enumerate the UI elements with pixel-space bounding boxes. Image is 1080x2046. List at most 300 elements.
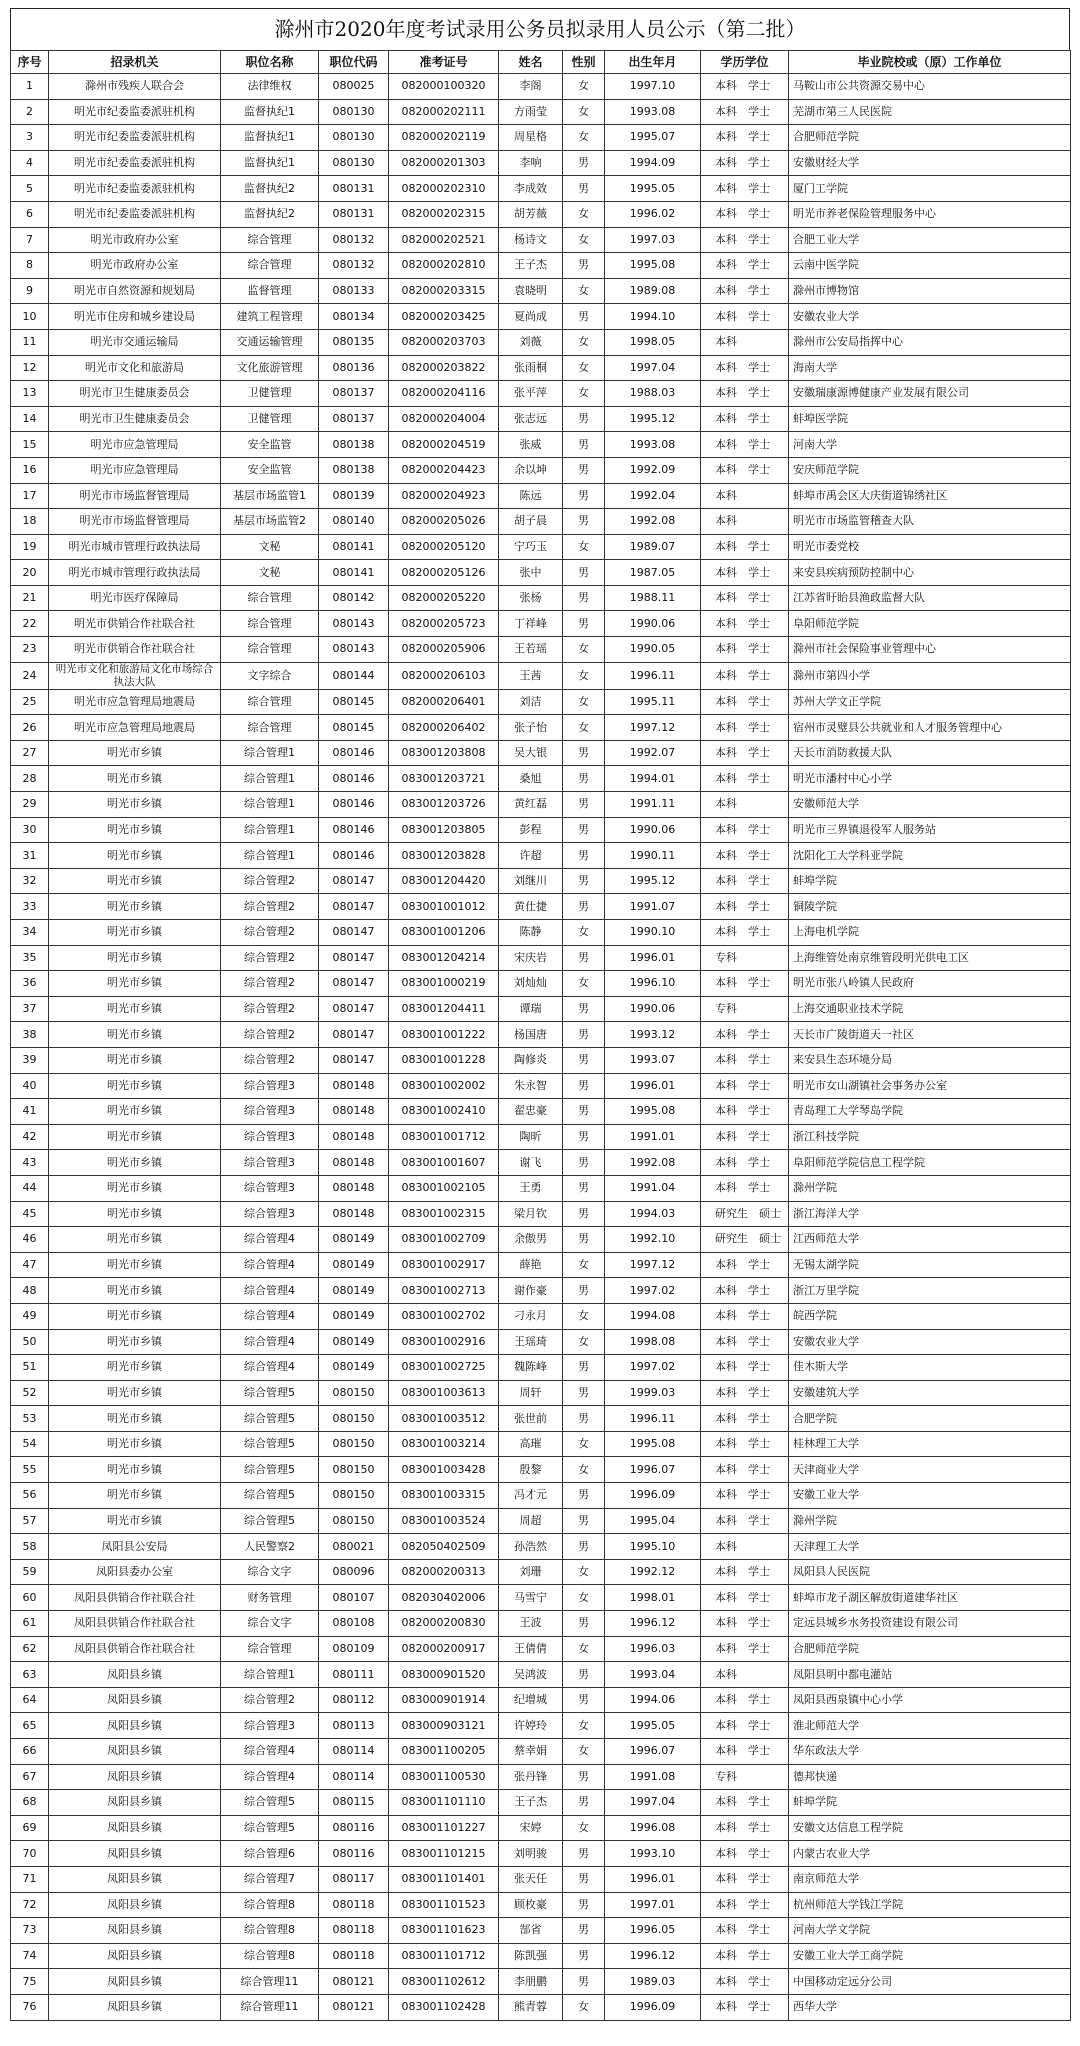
cell-position-code: 080025	[319, 74, 389, 100]
cell-gender: 男	[563, 792, 605, 818]
cell-birth: 1997.03	[605, 227, 701, 253]
cell-index: 19	[11, 534, 49, 560]
cell-gender: 男	[563, 894, 605, 920]
cell-exam-id: 082000202119	[389, 125, 499, 151]
cell-school-employer: 滁州学院	[789, 1508, 1071, 1534]
cell-agency: 明光市供销合作社联合社	[49, 637, 221, 663]
cell-gender: 男	[563, 1124, 605, 1150]
table-row	[11, 99, 1071, 125]
cell-name: 张志远	[499, 406, 563, 432]
cell-education: 本科 学士	[701, 1252, 789, 1278]
cell-name: 宁巧玉	[499, 534, 563, 560]
cell-education: 本科 学士	[701, 1022, 789, 1048]
cell-exam-id: 083001002917	[389, 1252, 499, 1278]
cell-exam-id: 083001101227	[389, 1815, 499, 1841]
cell-birth: 1995.05	[605, 176, 701, 202]
cell-name: 陈远	[499, 483, 563, 509]
cell-agency: 明光市文化和旅游局文化市场综合执法大队	[49, 662, 221, 689]
cell-agency: 凤阳县乡镇	[49, 1739, 221, 1765]
cell-birth: 1994.10	[605, 304, 701, 330]
cell-position: 综合管理	[221, 637, 319, 663]
cell-agency: 明光市应急管理局地震局	[49, 689, 221, 715]
cell-birth: 1997.12	[605, 1252, 701, 1278]
cell-education: 本科 学士	[701, 766, 789, 792]
cell-index: 65	[11, 1713, 49, 1739]
cell-school-employer: 安徽农业大学	[789, 1329, 1071, 1355]
cell-position-code: 080132	[319, 227, 389, 253]
cell-education: 本科 学士	[701, 1278, 789, 1304]
cell-birth: 1989.08	[605, 278, 701, 304]
cell-exam-id: 083001203805	[389, 817, 499, 843]
cell-name: 袁晓明	[499, 278, 563, 304]
cell-index: 36	[11, 971, 49, 997]
cell-name: 王波	[499, 1611, 563, 1637]
cell-exam-id: 083001101523	[389, 1892, 499, 1918]
cell-index: 48	[11, 1278, 49, 1304]
cell-school-employer: 滁州市公安局指挥中心	[789, 329, 1071, 355]
cell-name: 丁祥峰	[499, 611, 563, 637]
cell-education: 本科 学士	[701, 1918, 789, 1944]
cell-index: 2	[11, 99, 49, 125]
cell-index: 15	[11, 432, 49, 458]
cell-school-employer: 凤阳县明中都电灌站	[789, 1662, 1071, 1688]
cell-education: 本科 学士	[701, 1815, 789, 1841]
cell-birth: 1996.01	[605, 1866, 701, 1892]
cell-position-code: 080138	[319, 432, 389, 458]
cell-name: 王子杰	[499, 253, 563, 279]
cell-position-code: 080135	[319, 329, 389, 355]
cell-school-employer: 上海交通职业技术学院	[789, 996, 1071, 1022]
cell-name: 李朋鹏	[499, 1969, 563, 1995]
cell-position-code: 080146	[319, 843, 389, 869]
cell-position-code: 080146	[319, 817, 389, 843]
table-row	[11, 996, 1071, 1022]
cell-position: 综合管理11	[221, 1994, 319, 2020]
cell-agency: 凤阳县乡镇	[49, 1866, 221, 1892]
cell-gender: 女	[563, 1713, 605, 1739]
cell-position-code: 080118	[319, 1943, 389, 1969]
cell-birth: 1995.10	[605, 1534, 701, 1560]
table-row	[11, 843, 1071, 869]
cell-exam-id: 082000100320	[389, 74, 499, 100]
cell-gender: 女	[563, 1585, 605, 1611]
table-row	[11, 715, 1071, 741]
cell-gender: 女	[563, 689, 605, 715]
cell-name: 纪增城	[499, 1687, 563, 1713]
cell-education: 本科 学士	[701, 534, 789, 560]
col-header-position-code: 职位代码	[319, 51, 389, 74]
cell-name: 李响	[499, 150, 563, 176]
cell-name: 魏陈峰	[499, 1355, 563, 1381]
cell-gender: 女	[563, 920, 605, 946]
cell-education: 本科 学士	[701, 1969, 789, 1995]
cell-name: 朱永智	[499, 1073, 563, 1099]
cell-agency: 明光市政府办公室	[49, 253, 221, 279]
cell-school-employer: 佳木斯大学	[789, 1355, 1071, 1381]
cell-gender: 男	[563, 1687, 605, 1713]
cell-index: 76	[11, 1994, 49, 2020]
cell-gender: 男	[563, 1022, 605, 1048]
cell-school-employer: 明光市三界镇退役军人服务站	[789, 817, 1071, 843]
cell-school-employer: 浙江科技学院	[789, 1124, 1071, 1150]
cell-gender: 女	[563, 1457, 605, 1483]
cell-position-code: 080148	[319, 1073, 389, 1099]
cell-agency: 凤阳县供销合作社联合社	[49, 1611, 221, 1637]
cell-exam-id: 082000205723	[389, 611, 499, 637]
cell-position: 综合管理1	[221, 843, 319, 869]
cell-education: 本科 学士	[701, 1943, 789, 1969]
cell-agency: 明光市乡镇	[49, 1380, 221, 1406]
cell-education: 本科 学士	[701, 253, 789, 279]
cell-agency: 凤阳县乡镇	[49, 1687, 221, 1713]
cell-birth: 1992.07	[605, 740, 701, 766]
cell-gender: 女	[563, 1431, 605, 1457]
cell-birth: 1988.03	[605, 381, 701, 407]
notice-sheet	[10, 8, 1070, 2021]
cell-agency: 明光市乡镇	[49, 1355, 221, 1381]
cell-gender: 男	[563, 1406, 605, 1432]
cell-exam-id: 083001101110	[389, 1790, 499, 1816]
cell-gender: 男	[563, 432, 605, 458]
cell-position: 综合管理4	[221, 1303, 319, 1329]
cell-education: 本科	[701, 509, 789, 535]
cell-index: 25	[11, 689, 49, 715]
cell-position: 综合管理2	[221, 920, 319, 946]
cell-name: 吴大银	[499, 740, 563, 766]
cell-birth: 1997.02	[605, 1278, 701, 1304]
cell-birth: 1998.05	[605, 329, 701, 355]
col-header-index: 序号	[11, 51, 49, 74]
cell-education: 本科 学士	[701, 1841, 789, 1867]
cell-exam-id: 082000204923	[389, 483, 499, 509]
cell-position-code: 080143	[319, 637, 389, 663]
cell-agency: 明光市卫生健康委员会	[49, 406, 221, 432]
cell-gender: 男	[563, 1662, 605, 1688]
cell-exam-id: 082000203425	[389, 304, 499, 330]
cell-education: 本科 学士	[701, 304, 789, 330]
cell-position-code: 080148	[319, 1201, 389, 1227]
cell-position: 综合文字	[221, 1611, 319, 1637]
cell-name: 黄仕捷	[499, 894, 563, 920]
cell-position: 综合管理1	[221, 1662, 319, 1688]
cell-name: 周超	[499, 1508, 563, 1534]
cell-education: 本科 学士	[701, 611, 789, 637]
cell-agency: 明光市乡镇	[49, 1022, 221, 1048]
cell-education: 本科	[701, 483, 789, 509]
cell-position: 综合管理	[221, 253, 319, 279]
cell-position: 综合管理	[221, 1636, 319, 1662]
cell-position-code: 080147	[319, 945, 389, 971]
cell-birth: 1997.04	[605, 1790, 701, 1816]
cell-birth: 1995.08	[605, 253, 701, 279]
cell-education: 本科 学士	[701, 150, 789, 176]
cell-position-code: 080150	[319, 1431, 389, 1457]
cell-gender: 女	[563, 1559, 605, 1585]
cell-position-code: 080130	[319, 99, 389, 125]
cell-exam-id: 083001003613	[389, 1380, 499, 1406]
cell-exam-id: 083001101623	[389, 1918, 499, 1944]
cell-name: 刁永月	[499, 1303, 563, 1329]
cell-index: 57	[11, 1508, 49, 1534]
table-row	[11, 740, 1071, 766]
cell-school-employer: 安徽工业大学	[789, 1483, 1071, 1509]
cell-education: 本科 学士	[701, 406, 789, 432]
cell-agency: 明光市乡镇	[49, 1150, 221, 1176]
cell-gender: 男	[563, 1278, 605, 1304]
cell-birth: 1996.12	[605, 1943, 701, 1969]
cell-position: 文秘	[221, 560, 319, 586]
cell-exam-id: 082000200917	[389, 1636, 499, 1662]
cell-school-employer: 安庆师范学院	[789, 457, 1071, 483]
cell-education: 本科 学士	[701, 1380, 789, 1406]
cell-agency: 明光市自然资源和规划局	[49, 278, 221, 304]
cell-name: 杨国唐	[499, 1022, 563, 1048]
cell-agency: 凤阳县乡镇	[49, 1841, 221, 1867]
cell-exam-id: 083001001222	[389, 1022, 499, 1048]
cell-index: 32	[11, 868, 49, 894]
cell-birth: 1988.11	[605, 585, 701, 611]
cell-name: 刘继川	[499, 868, 563, 894]
cell-name: 郜省	[499, 1918, 563, 1944]
cell-birth: 1990.10	[605, 920, 701, 946]
col-header-name: 姓名	[499, 51, 563, 74]
cell-agency: 凤阳县乡镇	[49, 1790, 221, 1816]
cell-birth: 1997.10	[605, 74, 701, 100]
cell-position: 监督执纪1	[221, 125, 319, 151]
cell-exam-id: 083001003315	[389, 1483, 499, 1509]
table-row	[11, 1355, 1071, 1381]
cell-education: 本科 学士	[701, 125, 789, 151]
cell-agency: 凤阳县乡镇	[49, 1892, 221, 1918]
cell-education: 本科 学士	[701, 176, 789, 202]
table-row	[11, 1150, 1071, 1176]
cell-agency: 明光市乡镇	[49, 792, 221, 818]
cell-position: 综合管理	[221, 611, 319, 637]
cell-birth: 1990.06	[605, 996, 701, 1022]
cell-gender: 女	[563, 1815, 605, 1841]
cell-gender: 男	[563, 1150, 605, 1176]
cell-position-code: 080121	[319, 1969, 389, 1995]
cell-education: 本科	[701, 792, 789, 818]
cell-name: 张威	[499, 432, 563, 458]
cell-position: 综合管理	[221, 689, 319, 715]
cell-index: 11	[11, 329, 49, 355]
cell-exam-id: 083001001012	[389, 894, 499, 920]
col-header-exam-id: 准考证号	[389, 51, 499, 74]
cell-index: 68	[11, 1790, 49, 1816]
cell-index: 70	[11, 1841, 49, 1867]
cell-name: 方雨莹	[499, 99, 563, 125]
cell-position: 综合管理5	[221, 1790, 319, 1816]
cell-school-employer: 合肥师范学院	[789, 125, 1071, 151]
cell-position: 文化旅游管理	[221, 355, 319, 381]
cell-agency: 凤阳县乡镇	[49, 1969, 221, 1995]
cell-index: 8	[11, 253, 49, 279]
cell-position: 综合管理2	[221, 971, 319, 997]
cell-education: 本科 学士	[701, 1483, 789, 1509]
cell-name: 谢飞	[499, 1150, 563, 1176]
cell-position: 综合管理2	[221, 894, 319, 920]
cell-index: 49	[11, 1303, 49, 1329]
cell-school-employer: 明光市市场监管稽查大队	[789, 509, 1071, 535]
cell-position: 综合管理3	[221, 1713, 319, 1739]
cell-school-employer: 安徽瑞康源博健康产业发展有限公司	[789, 381, 1071, 407]
cell-exam-id: 082000205126	[389, 560, 499, 586]
cell-birth: 1996.10	[605, 971, 701, 997]
cell-education: 专科	[701, 996, 789, 1022]
cell-exam-id: 083001203721	[389, 766, 499, 792]
cell-position-code: 080134	[319, 304, 389, 330]
table-row	[11, 1022, 1071, 1048]
cell-school-employer: 浙江海洋大学	[789, 1201, 1071, 1227]
cell-education: 本科 学士	[701, 1047, 789, 1073]
cell-birth: 1994.06	[605, 1687, 701, 1713]
cell-school-employer: 内蒙古农业大学	[789, 1841, 1071, 1867]
cell-school-employer: 铜陵学院	[789, 894, 1071, 920]
table-row	[11, 585, 1071, 611]
cell-position: 综合管理	[221, 227, 319, 253]
cell-education: 本科 学士	[701, 1457, 789, 1483]
cell-birth: 1993.12	[605, 1022, 701, 1048]
cell-index: 12	[11, 355, 49, 381]
table-row	[11, 868, 1071, 894]
cell-education: 本科 学士	[701, 1739, 789, 1765]
table-row	[11, 1969, 1071, 1995]
cell-exam-id: 083001100530	[389, 1764, 499, 1790]
cell-exam-id: 082000205220	[389, 585, 499, 611]
cell-position-code: 080116	[319, 1841, 389, 1867]
cell-birth: 1995.08	[605, 1099, 701, 1125]
cell-school-employer: 安徽师范大学	[789, 792, 1071, 818]
table-row	[11, 509, 1071, 535]
table-row	[11, 457, 1071, 483]
cell-birth: 1993.07	[605, 1047, 701, 1073]
cell-name: 王子杰	[499, 1790, 563, 1816]
cell-education: 本科 学士	[701, 355, 789, 381]
cell-position: 综合管理5	[221, 1508, 319, 1534]
cell-gender: 男	[563, 1508, 605, 1534]
cell-name: 陶昕	[499, 1124, 563, 1150]
cell-birth: 1992.10	[605, 1227, 701, 1253]
cell-exam-id: 082000206402	[389, 715, 499, 741]
cell-birth: 1994.08	[605, 1303, 701, 1329]
cell-agency: 凤阳县乡镇	[49, 1764, 221, 1790]
cell-gender: 男	[563, 483, 605, 509]
cell-index: 59	[11, 1559, 49, 1585]
cell-agency: 明光市乡镇	[49, 1175, 221, 1201]
cell-position-code: 080108	[319, 1611, 389, 1637]
cell-gender: 女	[563, 662, 605, 689]
cell-position-code: 080144	[319, 662, 389, 689]
cell-birth: 1992.09	[605, 457, 701, 483]
table-row	[11, 278, 1071, 304]
cell-gender: 男	[563, 560, 605, 586]
cell-exam-id: 083001002410	[389, 1099, 499, 1125]
cell-birth: 1996.09	[605, 1483, 701, 1509]
cell-gender: 男	[563, 176, 605, 202]
cell-position-code: 080130	[319, 125, 389, 151]
cell-position: 综合管理7	[221, 1866, 319, 1892]
cell-gender: 男	[563, 1073, 605, 1099]
table-row	[11, 1943, 1071, 1969]
cell-exam-id: 083001001228	[389, 1047, 499, 1073]
cell-school-employer: 无锡太湖学院	[789, 1252, 1071, 1278]
cell-exam-id: 083000903121	[389, 1713, 499, 1739]
cell-school-employer: 明光市张八岭镇人民政府	[789, 971, 1071, 997]
cell-position: 综合管理2	[221, 996, 319, 1022]
cell-birth: 1998.08	[605, 1329, 701, 1355]
table-row	[11, 792, 1071, 818]
cell-name: 李阁	[499, 74, 563, 100]
table-row	[11, 201, 1071, 227]
cell-index: 50	[11, 1329, 49, 1355]
table-row	[11, 662, 1071, 689]
cell-gender: 女	[563, 381, 605, 407]
cell-gender: 女	[563, 201, 605, 227]
cell-agency: 明光市交通运输局	[49, 329, 221, 355]
cell-education: 本科	[701, 329, 789, 355]
cell-agency: 明光市乡镇	[49, 843, 221, 869]
cell-gender: 男	[563, 1201, 605, 1227]
cell-index: 1	[11, 74, 49, 100]
cell-agency: 明光市应急管理局地震局	[49, 715, 221, 741]
cell-name: 高璀	[499, 1431, 563, 1457]
cell-position-code: 080109	[319, 1636, 389, 1662]
cell-name: 刘灿灿	[499, 971, 563, 997]
cell-school-employer: 厦门工学院	[789, 176, 1071, 202]
cell-birth: 1992.08	[605, 509, 701, 535]
cell-education: 研究生 硕士	[701, 1227, 789, 1253]
cell-exam-id: 083001100205	[389, 1739, 499, 1765]
cell-school-employer: 德邦快递	[789, 1764, 1071, 1790]
cell-exam-id: 083001001712	[389, 1124, 499, 1150]
cell-education: 本科 学士	[701, 432, 789, 458]
table-row	[11, 329, 1071, 355]
cell-position: 综合管理3	[221, 1099, 319, 1125]
cell-agency: 明光市乡镇	[49, 945, 221, 971]
cell-position: 综合管理5	[221, 1431, 319, 1457]
cell-education: 本科 学士	[701, 1124, 789, 1150]
cell-agency: 明光市纪委监委派驻机构	[49, 201, 221, 227]
cell-birth: 1997.04	[605, 355, 701, 381]
cell-position-code: 080149	[319, 1252, 389, 1278]
cell-school-employer: 凤阳县西泉镇中心小学	[789, 1687, 1071, 1713]
cell-birth: 1990.11	[605, 843, 701, 869]
cell-birth: 1993.10	[605, 1841, 701, 1867]
cell-school-employer: 滁州市社会保险事业管理中心	[789, 637, 1071, 663]
cell-name: 夏尚成	[499, 304, 563, 330]
table-row	[11, 176, 1071, 202]
cell-school-employer: 安徽农业大学	[789, 304, 1071, 330]
cell-index: 45	[11, 1201, 49, 1227]
cell-position-code: 080147	[319, 1047, 389, 1073]
cell-index: 9	[11, 278, 49, 304]
cell-position-code: 080149	[319, 1303, 389, 1329]
cell-education: 本科 学士	[701, 1303, 789, 1329]
cell-position-code: 080131	[319, 201, 389, 227]
cell-school-employer: 皖西学院	[789, 1303, 1071, 1329]
cell-position-code: 080116	[319, 1815, 389, 1841]
cell-position: 监督执纪2	[221, 201, 319, 227]
cell-position-code: 080146	[319, 766, 389, 792]
cell-education: 本科 学士	[701, 868, 789, 894]
cell-birth: 1997.02	[605, 1355, 701, 1381]
cell-exam-id: 083001003428	[389, 1457, 499, 1483]
cell-school-employer: 阜阳师范学院	[789, 611, 1071, 637]
cell-education: 本科	[701, 1534, 789, 1560]
table-row	[11, 1457, 1071, 1483]
cell-gender: 男	[563, 1764, 605, 1790]
